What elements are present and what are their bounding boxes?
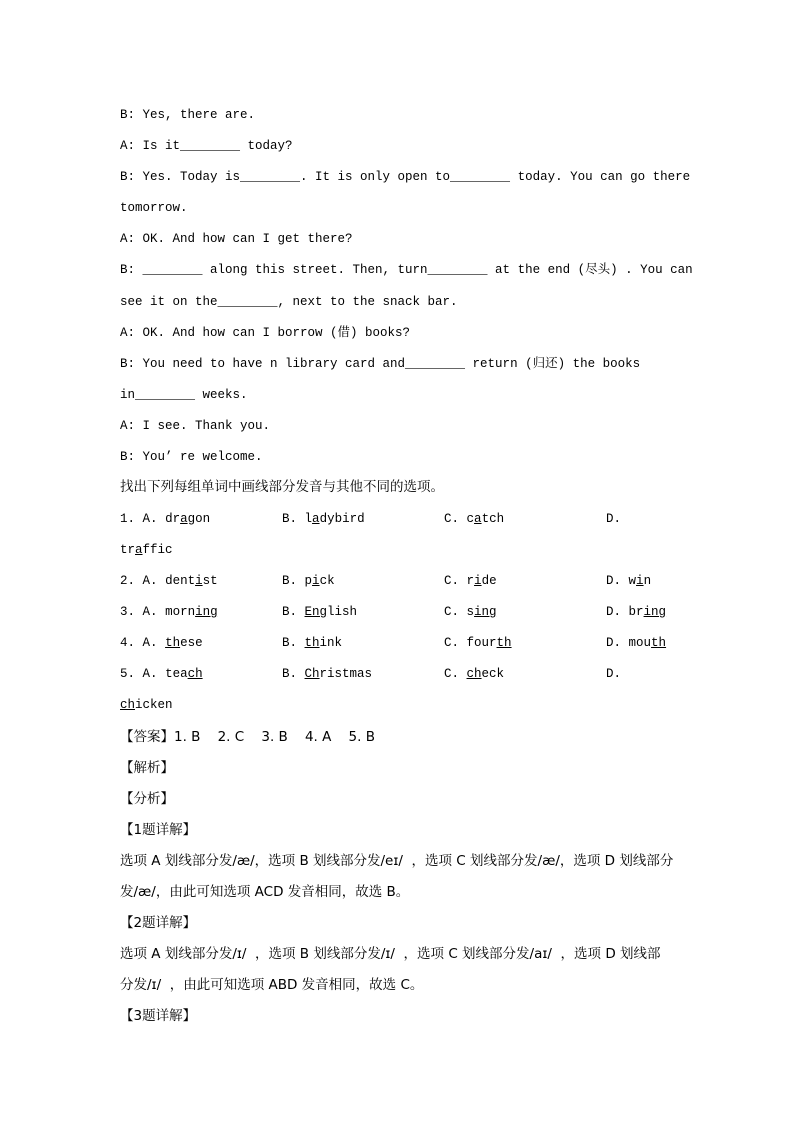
detail-heading: 【1题详解】 — [120, 822, 197, 838]
option-text: A. — [142, 636, 158, 650]
option — [282, 572, 335, 590]
dialogue-line: A: OK. And how can I borrow (借) books? — [120, 326, 411, 340]
option-text: morn — [165, 605, 196, 619]
option-text: ristmas — [319, 667, 373, 681]
option-text: C. — [444, 512, 460, 526]
dialogue-line: in________ weeks. — [120, 388, 248, 402]
question-row — [120, 572, 680, 590]
option-text: C. — [444, 605, 460, 619]
dialogue-line: B: Yes. Today is________. It is only open to________ today. You can go there — [120, 170, 691, 184]
question-row — [120, 603, 680, 621]
underlined-part: i — [312, 574, 320, 588]
option-text: s — [466, 605, 475, 619]
option-text: w — [628, 574, 637, 588]
option-text: tea — [165, 667, 188, 681]
option — [444, 603, 497, 621]
option-text: D. — [606, 667, 622, 681]
option-text: D. — [606, 574, 622, 588]
question-row-wrap — [120, 696, 680, 714]
option-text: de — [481, 574, 497, 588]
option-text: l — [304, 512, 313, 526]
option-text: p — [304, 574, 313, 588]
answer: 【答案】1. B 2. C 3. B 4. A 5. B — [120, 729, 375, 745]
option-text: lish — [327, 605, 358, 619]
option-text: 5. — [120, 667, 136, 681]
detail-heading: 【2题详解】 — [120, 915, 197, 931]
option — [606, 603, 666, 621]
option-text: C. — [444, 667, 460, 681]
option-text: st — [202, 574, 218, 588]
dialogue-line: B: ________ along this street. Then, turn________ at the end (尽头) . You can — [120, 263, 693, 277]
option-text: ink — [319, 636, 343, 650]
option-text: br — [628, 605, 644, 619]
underlined-part: th — [651, 636, 667, 650]
analysis-heading: 【解析】 — [120, 760, 174, 776]
option — [120, 572, 218, 590]
dialogue-line: A: OK. And how can I get there? — [120, 232, 353, 246]
option-text: C. — [444, 636, 460, 650]
option — [120, 541, 173, 559]
option — [120, 634, 203, 652]
option — [282, 510, 365, 528]
option-text: eck — [481, 667, 505, 681]
underlined-part: Ch — [304, 667, 320, 681]
instruction: 找出下列每组单词中画线部分发音与其他不同的选项。 — [120, 479, 444, 495]
option — [444, 572, 497, 590]
option-text: A. — [142, 574, 158, 588]
underlined-part: a — [180, 512, 188, 526]
detail-line: 发/æ/，由此可知选项 ACD 发音相同，故选 B。 — [120, 884, 410, 900]
option-text: B. — [282, 636, 298, 650]
option — [120, 665, 203, 683]
option — [282, 603, 357, 621]
option-text: four — [466, 636, 497, 650]
option — [606, 510, 621, 528]
underlined-part: ch — [466, 667, 482, 681]
underlined-part: i — [195, 574, 203, 588]
underlined-part: ing — [643, 605, 667, 619]
option-text: icken — [135, 698, 173, 712]
option-text: n — [643, 574, 652, 588]
option-text: tch — [481, 512, 505, 526]
question-row — [120, 665, 680, 683]
option-text: dr — [165, 512, 181, 526]
dialogue-line: B: Yes, there are. — [120, 108, 256, 122]
option-text: tr — [120, 543, 136, 557]
option-text: r — [466, 574, 475, 588]
option-text: c — [466, 512, 475, 526]
question-row — [120, 634, 680, 652]
option-text: 2. — [120, 574, 136, 588]
detail-line: 分发/ɪ/ ，由此可知选项 ABD 发音相同，故选 C。 — [120, 977, 424, 993]
option — [444, 665, 504, 683]
option — [606, 634, 666, 652]
option-text: B. — [282, 605, 298, 619]
dialogue-line: tomorrow. — [120, 201, 188, 215]
option — [282, 634, 342, 652]
option-text: B. — [282, 512, 298, 526]
underlined-part: ch — [120, 698, 136, 712]
option-text: dybird — [319, 512, 365, 526]
option — [444, 634, 512, 652]
option-text: 4. — [120, 636, 136, 650]
option-text: B. — [282, 667, 298, 681]
option — [120, 696, 173, 714]
question-row-wrap — [120, 541, 680, 559]
option-text: ck — [319, 574, 335, 588]
dialogue-line: B: You’ re welcome. — [120, 450, 263, 464]
option-text: D. — [606, 512, 622, 526]
option — [120, 603, 218, 621]
option-text: B. — [282, 574, 298, 588]
option-text: gon — [187, 512, 211, 526]
option-text: 1. — [120, 512, 136, 526]
underlined-part: a — [135, 543, 143, 557]
underlined-part: i — [474, 574, 482, 588]
option-text: dent — [165, 574, 196, 588]
dialogue-line: A: Is it________ today? — [120, 139, 293, 153]
option-text: mou — [628, 636, 652, 650]
dialogue-line: A: I see. Thank you. — [120, 419, 271, 433]
option-text: ffic — [142, 543, 173, 557]
underlined-part: i — [636, 574, 644, 588]
option — [606, 572, 651, 590]
fenxi-heading: 【分析】 — [120, 791, 174, 807]
underlined-part: th — [165, 636, 181, 650]
dialogue-line: see it on the________, next to the snack bar. — [120, 295, 458, 309]
underlined-part: a — [312, 512, 320, 526]
detail-line: 选项 A 划线部分发/ɪ/ ，选项 B 划线部分发/ɪ/ ，选项 C 划线部分发/aɪ/ ，选项 D 划线部 — [120, 946, 661, 962]
underlined-part: a — [474, 512, 482, 526]
option — [120, 510, 210, 528]
option-text: C. — [444, 574, 460, 588]
underlined-part: ing — [474, 605, 497, 619]
option — [606, 665, 621, 683]
option-text: D. — [606, 605, 622, 619]
option-text: ese — [180, 636, 203, 650]
dialogue-line: B: You need to have n library card and________ return (归还) the books — [120, 357, 641, 371]
option — [282, 665, 372, 683]
option — [444, 510, 504, 528]
option-text: A. — [142, 667, 158, 681]
detail-heading: 【3题详解】 — [120, 1008, 197, 1024]
question-row — [120, 510, 680, 528]
detail-line: 选项 A 划线部分发/æ/，选项 B 划线部分发/eɪ/ ，选项 C 划线部分发/æ/，选项 D 划线部分 — [120, 853, 674, 869]
option-text: A. — [142, 605, 158, 619]
option-text: A. — [142, 512, 158, 526]
option-text: D. — [606, 636, 622, 650]
underlined-part: Eng — [304, 605, 328, 619]
underlined-part: th — [496, 636, 512, 650]
underlined-part: th — [304, 636, 320, 650]
underlined-part: ing — [195, 605, 218, 619]
underlined-part: ch — [187, 667, 203, 681]
option-text: 3. — [120, 605, 136, 619]
